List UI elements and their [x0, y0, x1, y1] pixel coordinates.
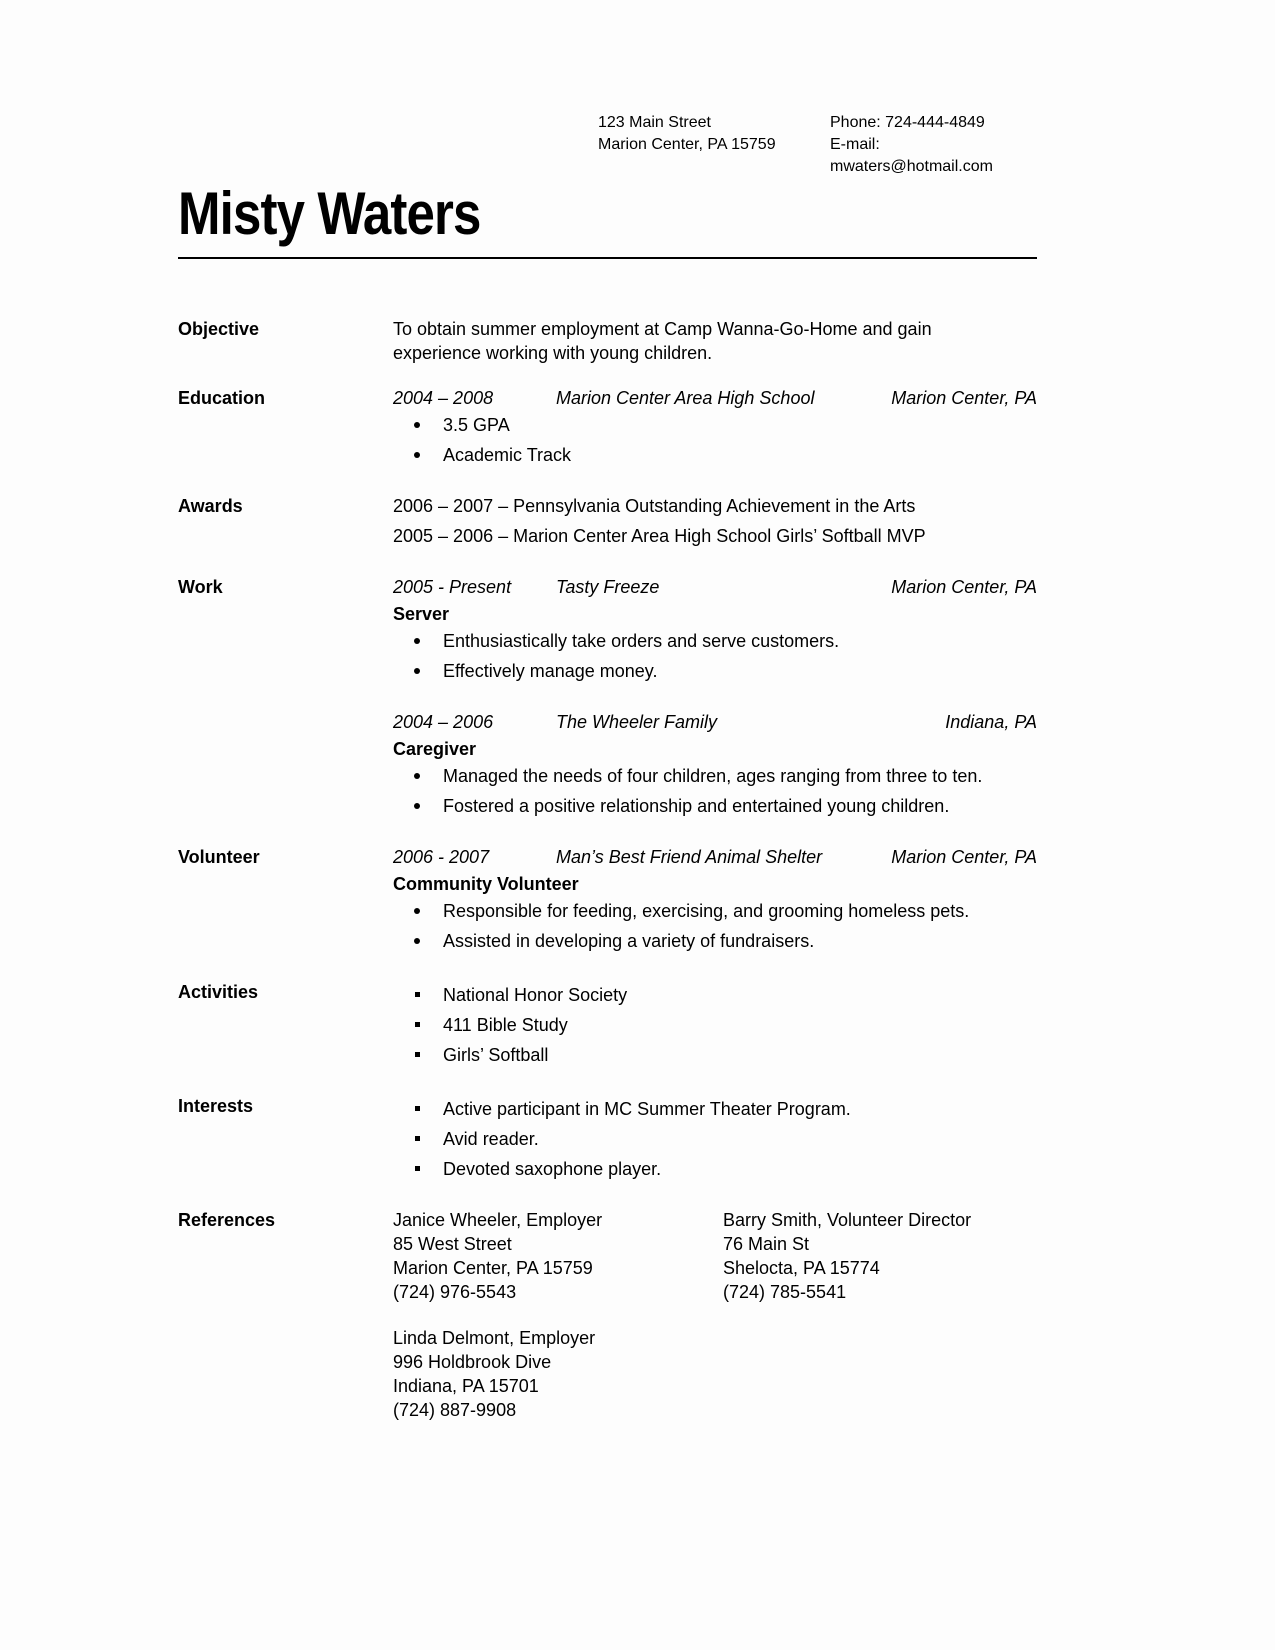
volunteer-organization: Man’s Best Friend Animal Shelter [556, 847, 823, 867]
interests-body [393, 1094, 1037, 1187]
list-item [393, 794, 1037, 818]
volunteer-label: Volunteer [178, 847, 260, 867]
work-label: Work [178, 577, 223, 597]
reference-phone: (724) 785-5541 [723, 1282, 847, 1302]
reference-city: Indiana, PA 15701 [393, 1376, 539, 1396]
job-1-bullet-list [393, 629, 1037, 683]
education-school: Marion Center Area High School [556, 388, 815, 408]
list-item [393, 1127, 1037, 1151]
education-bullet-list [393, 413, 1037, 467]
awards-label: Awards [178, 496, 243, 516]
job-2-bullet-list [393, 764, 1037, 818]
award-line-1: 2006 – 2007 – Pennsylvania Outstanding Achievement in the Arts [393, 496, 916, 516]
address-line-1: 123 Main Street [598, 114, 711, 131]
activities-bullet-1: National Honor Society [443, 985, 628, 1005]
address-line-2: Marion Center, PA 15759 [598, 136, 776, 153]
section-interests [178, 1094, 1037, 1187]
contact-block [598, 112, 1037, 178]
interests-bullet-list [393, 1097, 1037, 1181]
list-item [393, 929, 1037, 953]
volunteer-heading [393, 845, 1037, 869]
section-volunteer [178, 845, 1037, 959]
interests-bullet-3: Devoted saxophone player. [443, 1159, 662, 1179]
reference-city: Marion Center, PA 15759 [393, 1258, 593, 1278]
section-objective [178, 317, 1037, 365]
contact-address [598, 112, 830, 178]
volunteer-body [393, 845, 1037, 959]
references-label: References [178, 1210, 276, 1230]
list-item [393, 413, 1037, 437]
page-title: Misty Waters [178, 180, 481, 247]
work-job-1 [393, 575, 1037, 683]
education-body [393, 386, 1037, 473]
activities-body [393, 980, 1037, 1073]
job-1-dates: 2005 - Present [393, 577, 512, 597]
job-1-employer: Tasty Freeze [556, 577, 660, 597]
activities-label: Activities [178, 982, 259, 1002]
volunteer-location: Marion Center, PA [891, 847, 1037, 867]
work-body [393, 575, 1037, 824]
job-1-location: Marion Center, PA [891, 577, 1037, 597]
reference-street: 85 West Street [393, 1234, 512, 1254]
job-2-dates: 2004 – 2006 [393, 712, 494, 732]
objective-label: Objective [178, 319, 260, 339]
volunteer-title: Community Volunteer [393, 874, 579, 894]
award-line-2: 2005 – 2006 – Marion Center Area High School Girls’ Softball MVP [393, 526, 926, 546]
list-item [393, 1157, 1037, 1181]
list-item [393, 1013, 1037, 1037]
reference-city: Shelocta, PA 15774 [723, 1258, 880, 1278]
references-body [393, 1208, 1037, 1422]
reference-phone: (724) 887-9908 [393, 1400, 517, 1420]
job-2-bullet-1: Managed the needs of four children, ages ranging from three to ten. [443, 766, 983, 786]
list-item [393, 443, 1037, 467]
references-row-1 [393, 1208, 1037, 1304]
job-1-bullet-2: Effectively manage money. [443, 661, 658, 681]
activities-bullet-list [393, 983, 1037, 1067]
section-awards [178, 494, 1037, 554]
job-1-bullet-1: Enthusiastically take orders and serve customers. [443, 631, 840, 651]
interests-bullet-1: Active participant in MC Summer Theater Program. [443, 1099, 851, 1119]
education-bullet-1: 3.5 GPA [443, 415, 510, 435]
contact-phone-email [830, 112, 1037, 178]
awards-body [393, 494, 1037, 554]
list-item [393, 1097, 1037, 1121]
interests-bullet-2: Avid reader. [443, 1129, 539, 1149]
list-item [393, 1043, 1037, 1067]
job-1-heading [393, 575, 1037, 599]
references-empty-cell [723, 1326, 1037, 1422]
reference-janice-wheeler [393, 1208, 723, 1304]
education-label: Education [178, 388, 266, 408]
section-education [178, 386, 1037, 473]
interests-label: Interests [178, 1096, 254, 1116]
section-work [178, 575, 1037, 824]
reference-phone: (724) 976-5543 [393, 1282, 517, 1302]
references-row-2 [393, 1326, 1037, 1422]
volunteer-bullet-1: Responsible for feeding, exercising, and grooming homeless pets. [443, 901, 970, 921]
education-location: Marion Center, PA [891, 388, 1037, 408]
education-bullet-2: Academic Track [443, 445, 572, 465]
activities-bullet-2: 411 Bible Study [443, 1015, 568, 1035]
reference-barry-smith [723, 1208, 1037, 1304]
job-2-heading [393, 710, 1037, 734]
objective-body [393, 317, 1037, 365]
list-item [393, 983, 1037, 1007]
job-1-title: Server [393, 604, 450, 624]
activities-bullet-3: Girls’ Softball [443, 1045, 549, 1065]
work-job-2 [393, 710, 1037, 818]
list-item [393, 659, 1037, 683]
reference-street: 996 Holdbrook Dive [393, 1352, 552, 1372]
job-2-employer: The Wheeler Family [556, 712, 718, 732]
reference-name: Barry Smith, Volunteer Director [723, 1210, 972, 1230]
reference-street: 76 Main St [723, 1234, 810, 1254]
education-dates: 2004 – 2008 [393, 388, 494, 408]
volunteer-bullet-list [393, 899, 1037, 953]
education-heading [393, 386, 1037, 410]
volunteer-bullet-2: Assisted in developing a variety of fundraisers. [443, 931, 815, 951]
email-line: E-mail: mwaters@hotmail.com [830, 136, 993, 175]
reference-name: Linda Delmont, Employer [393, 1328, 596, 1348]
list-item [393, 899, 1037, 923]
job-2-bullet-2: Fostered a positive relationship and entertained young children. [443, 796, 950, 816]
section-activities [178, 980, 1037, 1073]
list-item [393, 764, 1037, 788]
reference-linda-delmont [393, 1326, 723, 1422]
volunteer-dates: 2006 - 2007 [393, 847, 490, 867]
job-2-title: Caregiver [393, 739, 477, 759]
reference-name: Janice Wheeler, Employer [393, 1210, 603, 1230]
header-divider [178, 257, 1037, 259]
section-references [178, 1208, 1037, 1422]
phone-line: Phone: 724-444-4849 [830, 114, 985, 131]
list-item [393, 629, 1037, 653]
objective-text: To obtain summer employment at Camp Wanna-Go-Home and gain experience working with young children. [393, 319, 932, 363]
job-2-location: Indiana, PA [945, 712, 1037, 732]
